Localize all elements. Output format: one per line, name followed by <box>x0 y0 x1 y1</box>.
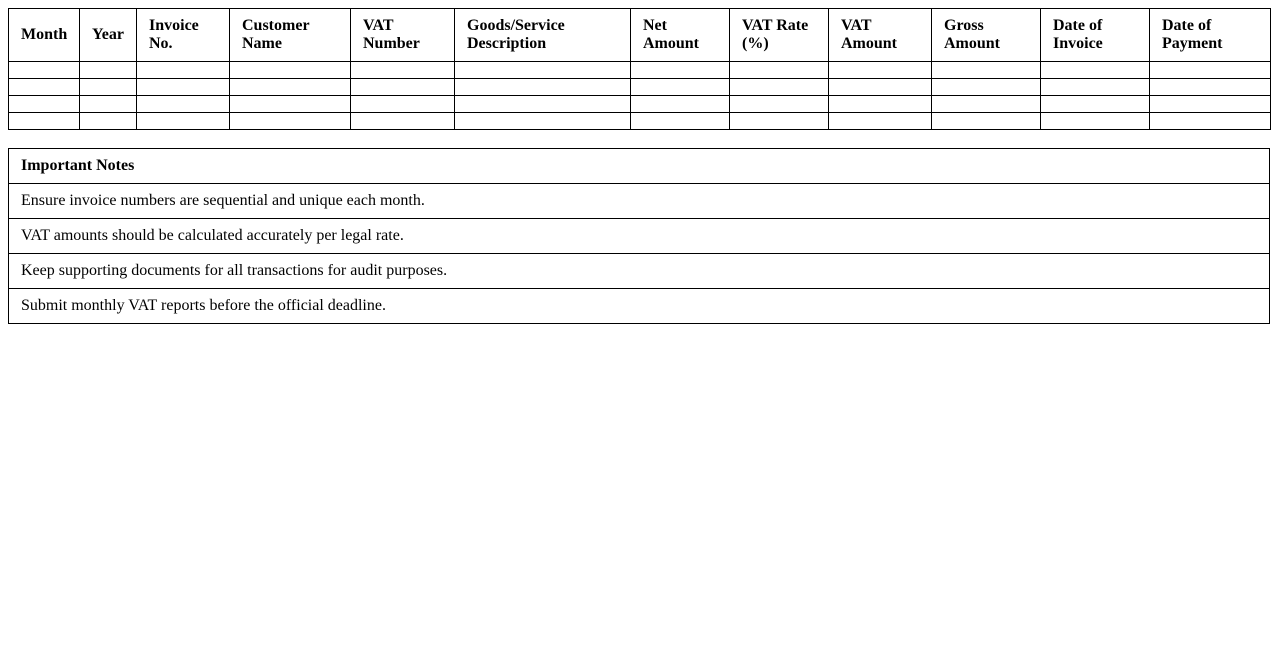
table-cell[interactable] <box>829 96 932 113</box>
column-header-invoice-no: Invoice No. <box>137 9 230 62</box>
table-cell[interactable] <box>1150 62 1271 79</box>
table-cell[interactable] <box>9 79 80 96</box>
table-cell[interactable] <box>829 79 932 96</box>
column-header-date-of-invoice: Date of Invoice <box>1041 9 1150 62</box>
list-item <box>9 254 1270 289</box>
table-cell[interactable] <box>932 96 1041 113</box>
column-header-net-amount: Net Amount <box>631 9 730 62</box>
table-cell[interactable] <box>932 79 1041 96</box>
column-header-year: Year <box>80 9 137 62</box>
table-cell[interactable] <box>230 62 351 79</box>
table-cell[interactable] <box>137 79 230 96</box>
table-row <box>9 62 1271 79</box>
note-text: VAT amounts should be calculated accurately per legal rate. <box>9 219 1270 254</box>
table-cell[interactable] <box>455 96 631 113</box>
table-cell[interactable] <box>230 79 351 96</box>
table-cell[interactable] <box>932 62 1041 79</box>
table-cell[interactable] <box>631 62 730 79</box>
table-cell[interactable] <box>829 62 932 79</box>
list-item <box>9 219 1270 254</box>
notes-title: Important Notes <box>9 149 1270 184</box>
table-cell[interactable] <box>137 96 230 113</box>
table-cell[interactable] <box>230 96 351 113</box>
table-row <box>9 96 1271 113</box>
table-cell[interactable] <box>631 113 730 130</box>
column-header-month: Month <box>9 9 80 62</box>
table-cell[interactable] <box>455 62 631 79</box>
table-cell[interactable] <box>80 96 137 113</box>
table-cell[interactable] <box>9 113 80 130</box>
page <box>0 0 1278 324</box>
table-cell[interactable] <box>351 79 455 96</box>
table-cell[interactable] <box>351 62 455 79</box>
table-cell[interactable] <box>137 62 230 79</box>
table-cell[interactable] <box>137 113 230 130</box>
notes-header-row <box>9 149 1270 184</box>
table-cell[interactable] <box>351 113 455 130</box>
table-cell[interactable] <box>351 96 455 113</box>
table-cell[interactable] <box>730 113 829 130</box>
table-cell[interactable] <box>230 113 351 130</box>
table-cell[interactable] <box>1150 113 1271 130</box>
table-cell[interactable] <box>9 96 80 113</box>
table-cell[interactable] <box>1150 79 1271 96</box>
column-header-vat-rate: VAT Rate (%) <box>730 9 829 62</box>
table-cell[interactable] <box>80 79 137 96</box>
column-header-date-of-payment: Date of Payment <box>1150 9 1271 62</box>
vat-invoice-table <box>8 8 1271 130</box>
table-cell[interactable] <box>9 62 80 79</box>
table-body <box>9 62 1271 130</box>
note-text: Ensure invoice numbers are sequential and unique each month. <box>9 184 1270 219</box>
table-cell[interactable] <box>829 113 932 130</box>
column-header-vat-amount: VAT Amount <box>829 9 932 62</box>
column-header-customer-name: Customer Name <box>230 9 351 62</box>
table-cell[interactable] <box>1041 96 1150 113</box>
table-cell[interactable] <box>730 96 829 113</box>
note-text: Keep supporting documents for all transactions for audit purposes. <box>9 254 1270 289</box>
list-item <box>9 289 1270 324</box>
column-header-gross-amount: Gross Amount <box>932 9 1041 62</box>
table-cell[interactable] <box>730 62 829 79</box>
important-notes-table <box>8 148 1270 324</box>
table-cell[interactable] <box>1041 62 1150 79</box>
table-header-row <box>9 9 1271 62</box>
table-cell[interactable] <box>80 113 137 130</box>
table-cell[interactable] <box>80 62 137 79</box>
table-cell[interactable] <box>932 113 1041 130</box>
list-item <box>9 184 1270 219</box>
table-cell[interactable] <box>1041 79 1150 96</box>
table-cell[interactable] <box>455 79 631 96</box>
table-cell[interactable] <box>1041 113 1150 130</box>
note-text: Submit monthly VAT reports before the official deadline. <box>9 289 1270 324</box>
table-cell[interactable] <box>1150 96 1271 113</box>
table-row <box>9 79 1271 96</box>
column-header-vat-number: VAT Number <box>351 9 455 62</box>
table-cell[interactable] <box>455 113 631 130</box>
table-cell[interactable] <box>631 96 730 113</box>
column-header-description: Goods/Service Description <box>455 9 631 62</box>
table-row <box>9 113 1271 130</box>
table-cell[interactable] <box>730 79 829 96</box>
table-cell[interactable] <box>631 79 730 96</box>
